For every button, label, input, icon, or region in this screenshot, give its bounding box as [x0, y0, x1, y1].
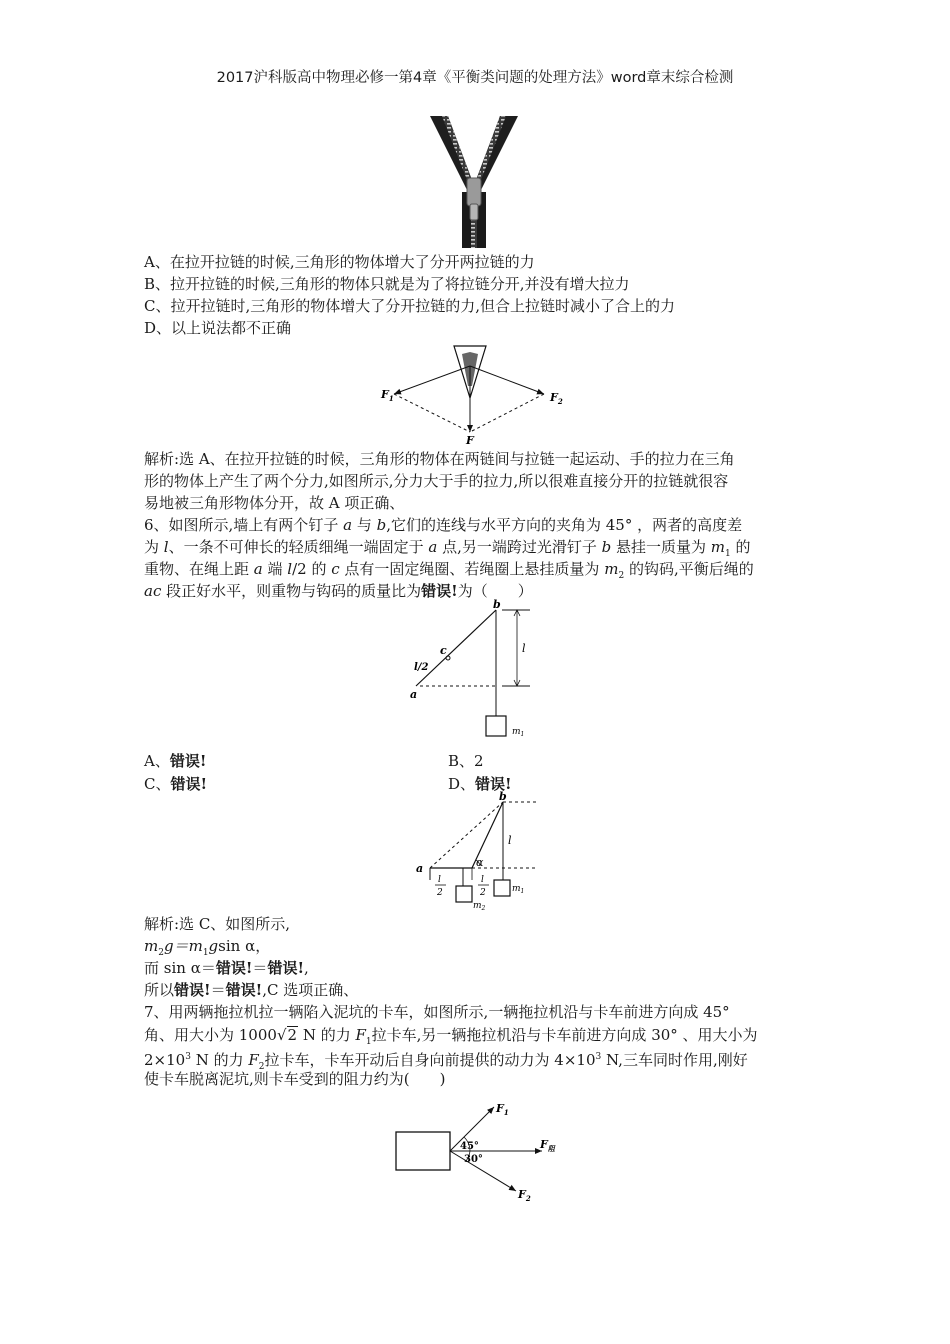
- page-title: 2017沪科版高中物理必修一第4章《平衡类问题的处理方法》word章末综合检测: [216, 70, 734, 86]
- zipper-photo: [428, 114, 520, 248]
- q6b-label-b: b: [499, 790, 507, 803]
- q5-analysis-line-3: 易地被三角形物体分开，故 A 项正确、: [144, 494, 405, 512]
- q6b-half-right-den: 2: [480, 888, 486, 898]
- q6-analysis-diagram: [408, 790, 548, 914]
- q6b-half-left-den: 2: [437, 888, 443, 898]
- q6-option-a: A、错误!: [144, 752, 207, 770]
- f1-label: $F_1$: [381, 388, 394, 403]
- q6b-half-right-num: l: [481, 875, 484, 885]
- q6-label-a: a: [410, 688, 418, 701]
- q6-label-half: l/2: [414, 662, 429, 673]
- q7-stem-line-3: $2\times 10^3$ N 的力 $F_2$拉卡车，卡车开动后自身向前提供的动力为 $4\times 10^3$ N,三车同时作用,刚好: [144, 1051, 748, 1072]
- q5-option-c: C、拉开拉链时,三角形的物体增大了分开拉链的力,但合上拉链时减小了合上的力: [144, 297, 676, 315]
- q6b-label-l: l: [508, 834, 512, 847]
- q6-analysis-line-4: 所以错误!＝错误!,C 选项正确、: [144, 981, 359, 999]
- q5-analysis-line-1: 解析:选 A、在拉开拉链的时候，三角形的物体在两链间与拉链一起运动、手的拉力在三角: [144, 450, 735, 468]
- q6b-label-m1: $m_1$: [512, 884, 525, 895]
- q7-label-f1: $F_1$: [496, 1102, 509, 1117]
- q5-analysis-line-2: 形的物体上产生了两个分力,如图所示,分力大于手的拉力,所以很难直接分开的拉链就很容: [144, 472, 729, 490]
- q5-option-b: B、拉开拉链的时候,三角形的物体只就是为了将拉链分开,并没有增大拉力: [144, 275, 630, 293]
- q7-label-f2: $F_2$: [518, 1188, 531, 1203]
- q6-option-d: D、错误!: [448, 775, 512, 793]
- f2-label: $F_2$: [550, 391, 563, 406]
- force-diagram: [370, 342, 570, 446]
- q6-option-b: B、2: [448, 752, 484, 770]
- q6b-label-m2: $m_2$: [473, 901, 486, 912]
- f-label: F: [466, 434, 474, 447]
- q7-label-30: 30°: [464, 1154, 483, 1165]
- q7-diagram: [392, 1100, 572, 1204]
- q6-analysis-line-3: 而 sin α＝错误!＝错误!,: [144, 959, 309, 977]
- q6-label-l: l: [522, 642, 526, 655]
- q6-stem-line-1: 6、如图所示,墙上有两个钉子 a 与 b,它们的连线与水平方向的夹角为 45° ，两者的高度差: [144, 516, 743, 534]
- q7-stem-line-4: 使卡车脱离泥坑,则卡车受到的阻力约为( ): [144, 1070, 446, 1088]
- q7-stem-line-2: 角、用大小为 1000√2 N 的力 $F_1$拉卡车,另一辆拖拉机沿与卡车前进方向成 30° 、用大小为: [144, 1026, 758, 1047]
- q5-option-d: D、以上说法都不正确: [144, 319, 292, 337]
- q6-stem-line-3: 重物、在绳上距 a 端 l/2 的 c 点有一固定绳圈、若绳圈上悬挂质量为 $m_2$ 的钩码,平衡后绳的: [144, 560, 754, 581]
- q6-analysis-equation: $m_2g=m_1gsin$ α，: [144, 937, 271, 958]
- q7-label-45: 45°: [460, 1141, 479, 1152]
- q6-label-m1: $m_1$: [512, 727, 525, 738]
- q7-label-fzu: $F_阻$: [540, 1138, 555, 1153]
- q5-option-a: A、在拉开拉链的时候,三角形的物体增大了分开两拉链的力: [144, 253, 535, 271]
- q6-label-b: b: [493, 598, 501, 611]
- q6-diagram: [400, 598, 540, 744]
- q6-label-c: c: [440, 644, 447, 657]
- q6b-label-alpha: α: [476, 856, 484, 869]
- q6-analysis-line-1: 解析:选 C、如图所示,: [144, 915, 291, 933]
- q6-stem-line-4: ac 段正好水平，则重物与钩码的质量比为错误!为（ ）: [144, 582, 533, 600]
- q6b-label-a: a: [416, 862, 424, 875]
- q6b-half-left-num: l: [438, 875, 441, 885]
- q7-stem-line-1: 7、用两辆拖拉机拉一辆陷入泥坑的卡车，如图所示,一辆拖拉机沿与卡车前进方向成 45°: [144, 1003, 730, 1021]
- q6-stem-line-2: 为 l、一条不可伸长的轻质细绳一端固定于 a 点,另一端跨过光滑钉子 b 悬挂一质量为 $m_1$ 的: [144, 538, 751, 559]
- q6-option-c: C、错误!: [144, 775, 208, 793]
